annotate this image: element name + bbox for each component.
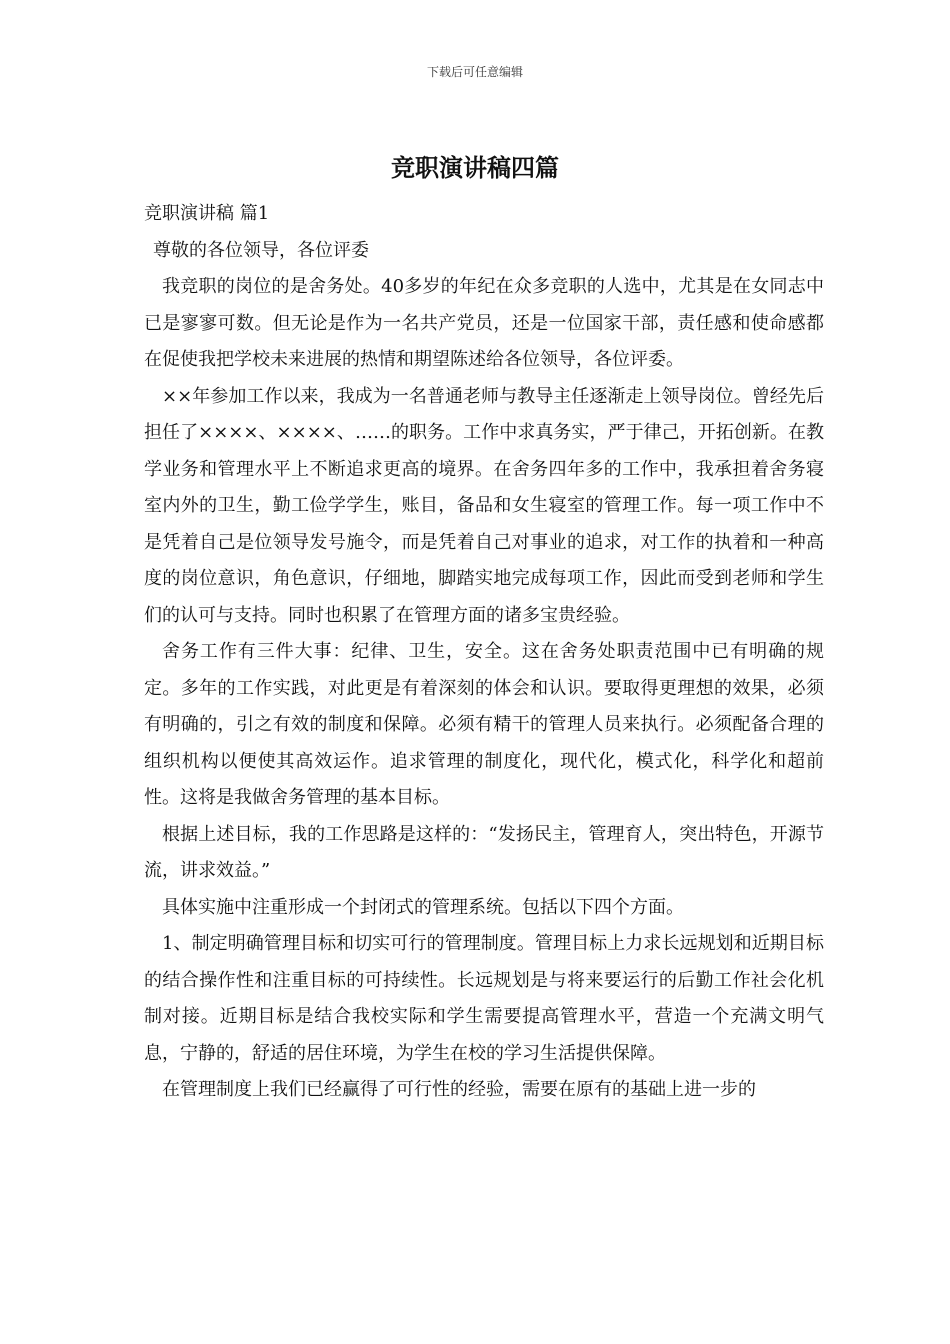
paragraph: 我竞职的岗位的是舍务处。40多岁的年纪在众多竞职的人选中，尤其是在女同志中已是寥寥可数。但无论是作为一名共产党员，还是一位国家干部，责任感和使命感都在促使我把学校未来进展的热情和期望陈述给各位领导，各位评委。 — [144, 276, 824, 370]
paragraph: 1、制定明确管理目标和切实可行的管理制度。管理目标上力求长远规划和近期目标的结合操作性和注重目标的可持续性。长远规划是与将来要运行的后勤工作社会化机制对接。近期目标是结合我校实际和学生需要提高管理水平，营造一个充满文明气息，宁静的，舒适的居住环境，为学生在校的学习生活提供保障。 — [144, 933, 824, 1064]
document-title: 竞职演讲稿四篇 — [391, 153, 559, 182]
paragraph: 在管理制度上我们已经赢得了可行性的经验，需要在原有的基础上进一步的 — [162, 1079, 756, 1100]
section-heading: 竞职演讲稿 篇1 — [144, 203, 270, 224]
page-header: 下载后可任意编辑 — [426, 65, 523, 79]
paragraph: 具体实施中注重形成一个封闭式的管理系统。包括以下四个方面。 — [162, 896, 684, 918]
paragraph: ××年参加工作以来，我成为一名普通老师与教导主任逐渐走上领导岗位。曾经先后担任了××××、××××、……的职务。工作中求真务实，严于律己，开拓创新。在教学业务和管理水平上不断追求更高的境界。在舍务四年多的工作中，我承担着舍务寝室内外的卫生，勤工俭学学生，账目，备品和女生寝室的管理工作。每一项工作中不是凭着自己是位领导发号施令，而是凭着自己对事业的追求，对工作的执着和一种高度的岗位意识，角色意识，仔细地，脚踏实地完成每项工作，因此而受到老师和学生们的认可与支持。同时也积累了在管理方面的诸多宝贵经验。 — [144, 385, 824, 626]
salutation: 尊敬的各位领导，各位评委 — [153, 239, 369, 261]
paragraph: 舍务工作有三件大事：纪律、卫生，安全。这在舍务处职责范围中已有明确的规定。多年的工作实践，对此更是有着深刻的体会和认识。要取得更理想的效果，必须有明确的，引之有效的制度和保障。必须有精干的管理人员来执行。必须配备合理的组织机构以便使其高效运作。追求管理的制度化，现代化，模式化，科学化和超前性。这将是我做舍务管理的基本目标。 — [144, 641, 824, 808]
document-body — [144, 196, 824, 1109]
paragraph: 根据上述目标，我的工作思路是这样的：“发扬民主，管理育人，突出特色，开源节流，讲求效益。” — [144, 823, 824, 881]
